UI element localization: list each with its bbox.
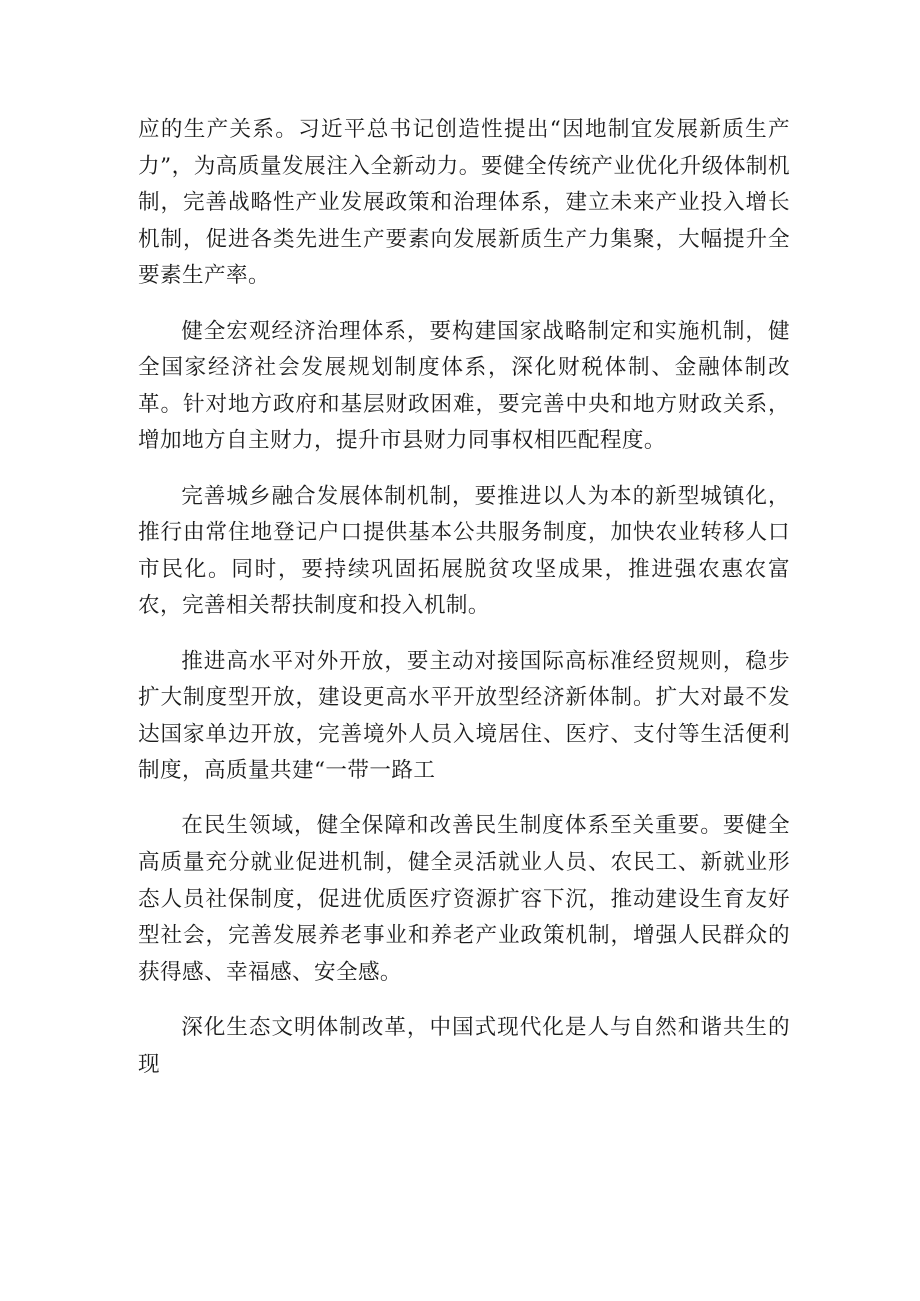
paragraph-opening-up: 推进高水平对外开放，要主动对接国际高标准经贸规则，稳步扩大制度型开放，建设更高水平开放型经济新体制。扩大对最不发达国家单边开放，完善境外人员入境居住、医疗、支付等生活便利制度，高质量共建“一带一路工 — [138, 648, 790, 784]
paragraph-urban-rural-integration: 完善城乡融合发展体制机制，要推进以人为本的新型城镇化，推行由常住地登记户口提供基本公共服务制度，加快农业转移人口市民化。同时，要持续巩固拓展脱贫攻坚成果，推进强农惠农富农，完善相关帮扶制度和投入机制。 — [138, 483, 790, 619]
paragraph-livelihood: 在民生领域，健全保障和改善民生制度体系至关重要。要健全高质量充分就业促进机制，健全灵活就业人员、农民工、新就业形态人员社保制度，促进优质医疗资源扩容下沉，推动建设生育友好型社会，完善发展养老事业和养老产业政策机制，增强人民群众的获得感、幸福感、安全感。 — [138, 813, 790, 985]
paragraph-new-productive-forces: 应的生产关系。习近平总书记创造性提出“因地制宜发展新质生产力”，为高质量发展注入全新动力。要健全传统产业优化升级体制机制，完善战略性产业发展政策和治理体系，建立未来产业投入增长机制，促进各类先进生产要素向发展新质生产力集聚，大幅提升全要素生产率。 — [138, 117, 790, 289]
document-body — [138, 112, 790, 1083]
paragraph-macroeconomic-governance: 健全宏观经济治理体系，要构建国家战略制定和实施机制，健全国家经济社会发展规划制度体系，深化财税体制、金融体制改革。针对地方政府和基层财政困难，要完善中央和地方财政关系，增加地方自主财力，提升市县财力同事权相匹配程度。 — [138, 318, 790, 454]
paragraph-ecological-civilization: 深化生态文明体制改革，中国式现代化是人与自然和谐共生的现 — [138, 1015, 790, 1077]
